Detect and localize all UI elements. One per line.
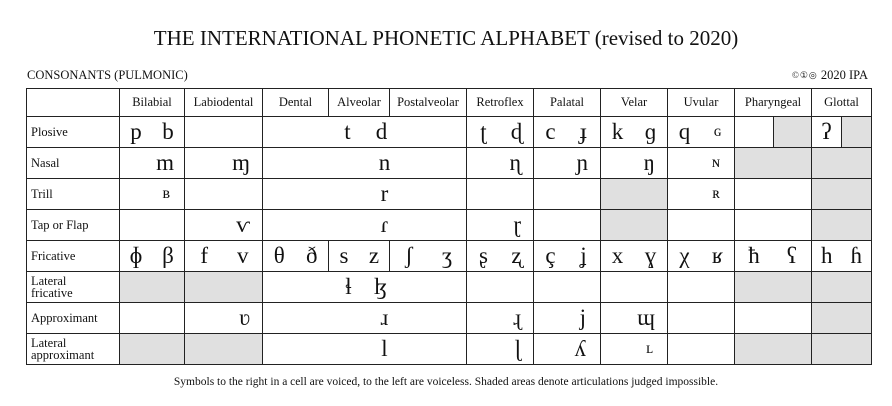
row-approximant bbox=[27, 303, 872, 334]
cell-latapprox-coronal bbox=[263, 334, 467, 365]
symbol: ʋ bbox=[239, 305, 250, 330]
cell-trill-retroflex bbox=[467, 179, 534, 210]
col-palatal: Palatal bbox=[534, 89, 601, 117]
row-label-trill: Trill bbox=[27, 179, 120, 210]
cell-approx-bilabial bbox=[120, 303, 185, 334]
cell-latfric-bilabial bbox=[120, 272, 185, 303]
cell-nasal-palatal bbox=[534, 148, 601, 179]
cell-plosive-uvular bbox=[668, 117, 735, 148]
symbol: ʃ bbox=[405, 243, 413, 268]
row-label-line: Lateral bbox=[31, 274, 67, 288]
symbol: χ bbox=[679, 243, 690, 268]
copyright-text: 2020 IPA bbox=[820, 68, 868, 82]
symbol: ɰ bbox=[637, 305, 655, 330]
symbol: t bbox=[344, 119, 351, 144]
row-fricative bbox=[27, 241, 872, 272]
symbol: d bbox=[375, 119, 388, 144]
row-lateral-approximant bbox=[27, 334, 872, 365]
section-label: CONSONANTS (PULMONIC) bbox=[27, 68, 188, 82]
symbol: ʔ bbox=[821, 119, 832, 144]
symbol: ɲ bbox=[576, 150, 588, 175]
cell-trill-labiodental bbox=[185, 179, 263, 210]
cell-approx-glottal bbox=[812, 303, 872, 334]
cell-approx-coronal bbox=[263, 303, 467, 334]
symbol: ⱱ bbox=[236, 212, 250, 237]
symbol: ʙ bbox=[162, 185, 170, 202]
symbol: ɻ bbox=[513, 305, 521, 330]
symbol: l bbox=[381, 336, 388, 361]
col-velar: Velar bbox=[601, 89, 668, 117]
symbol: ɭ bbox=[514, 336, 521, 361]
cell-latfric-glottal bbox=[812, 272, 872, 303]
symbol: x bbox=[611, 243, 624, 268]
col-alveolar: Alveolar bbox=[329, 89, 390, 117]
cell-approx-labiodental bbox=[185, 303, 263, 334]
cell-fricative-velar bbox=[601, 241, 668, 272]
symbol: v bbox=[237, 243, 249, 268]
cell-fricative-pharyngeal bbox=[735, 241, 812, 272]
cell-trill-velar bbox=[601, 179, 668, 210]
cell-trill-pharyngeal bbox=[735, 179, 812, 210]
symbol: z bbox=[368, 243, 380, 268]
symbol: β bbox=[162, 243, 174, 268]
cell-latfric-palatal bbox=[534, 272, 601, 303]
symbol: m bbox=[156, 150, 174, 175]
symbol: f bbox=[200, 243, 209, 268]
symbol: θ bbox=[273, 243, 285, 268]
cell-trill-glottal bbox=[812, 179, 872, 210]
col-glottal: Glottal bbox=[812, 89, 872, 117]
col-pharyngeal: Pharyngeal bbox=[735, 89, 812, 117]
row-lateral-fricative bbox=[27, 272, 872, 303]
symbol: ɾ bbox=[380, 212, 389, 237]
cell-plosive-velar bbox=[601, 117, 668, 148]
row-label-tap: Tap or Flap bbox=[27, 210, 120, 241]
cell-trill-bilabial bbox=[120, 179, 185, 210]
cell-fricative-dental bbox=[263, 241, 329, 272]
col-uvular: Uvular bbox=[668, 89, 735, 117]
cell-latapprox-glottal bbox=[812, 334, 872, 365]
cell-nasal-coronal bbox=[263, 148, 467, 179]
row-label-lateral-fricative bbox=[27, 272, 120, 303]
cell-nasal-glottal bbox=[812, 148, 872, 179]
symbol: n bbox=[378, 150, 391, 175]
row-label-nasal: Nasal bbox=[27, 148, 120, 179]
symbol: ʝ bbox=[580, 243, 587, 268]
cell-tap-coronal bbox=[263, 210, 467, 241]
cell-latfric-labiodental bbox=[185, 272, 263, 303]
symbol: r bbox=[380, 181, 389, 206]
col-labiodental: Labiodental bbox=[185, 89, 263, 117]
cell-trill-coronal bbox=[263, 179, 467, 210]
cell-latfric-velar bbox=[601, 272, 668, 303]
row-nasal bbox=[27, 148, 872, 179]
chart-title: THE INTERNATIONAL PHONETIC ALPHABET (revised to 2020) bbox=[153, 26, 739, 50]
cell-nasal-velar bbox=[601, 148, 668, 179]
cell-approx-palatal bbox=[534, 303, 601, 334]
col-retroflex: Retroflex bbox=[467, 89, 534, 117]
symbol: ŋ bbox=[643, 150, 655, 175]
symbol: k bbox=[611, 119, 624, 144]
cell-fricative-bilabial bbox=[120, 241, 185, 272]
symbol: ɽ bbox=[513, 212, 521, 237]
symbol: ɹ bbox=[380, 305, 389, 330]
cell-approx-velar bbox=[601, 303, 668, 334]
cell-latfric-coronal bbox=[263, 272, 467, 303]
cell-approx-pharyngeal bbox=[735, 303, 812, 334]
row-label-line: Lateral bbox=[31, 336, 67, 350]
symbol: ɱ bbox=[232, 150, 250, 175]
row-label-plosive: Plosive bbox=[27, 117, 120, 148]
symbol: ɸ bbox=[129, 243, 143, 268]
symbol: ɦ bbox=[850, 243, 862, 268]
cell-fricative-uvular bbox=[668, 241, 735, 272]
cell-plosive-retroflex bbox=[467, 117, 534, 148]
col-dental: Dental bbox=[263, 89, 329, 117]
symbol: p bbox=[130, 119, 142, 144]
cell-tap-glottal bbox=[812, 210, 872, 241]
cell-latapprox-velar bbox=[601, 334, 668, 365]
cell-tap-pharyngeal bbox=[735, 210, 812, 241]
row-tap bbox=[27, 210, 872, 241]
symbol: ʈ bbox=[480, 119, 487, 144]
symbol: ɟ bbox=[579, 119, 588, 144]
cell-latapprox-labiodental bbox=[185, 334, 263, 365]
cell-plosive-dental-alveolar-postalveolar bbox=[263, 117, 467, 148]
symbol: ʎ bbox=[574, 336, 586, 361]
cell-fricative-glottal bbox=[812, 241, 872, 272]
symbol: ɴ bbox=[712, 154, 720, 171]
cell-trill-uvular bbox=[668, 179, 735, 210]
cell-fricative-labiodental bbox=[185, 241, 263, 272]
cell-tap-bilabial bbox=[120, 210, 185, 241]
row-trill bbox=[27, 179, 872, 210]
symbol: j bbox=[579, 305, 586, 330]
cell-fricative-palatal bbox=[534, 241, 601, 272]
symbol: ɬ bbox=[345, 274, 352, 299]
cell-tap-labiodental bbox=[185, 210, 263, 241]
header-corner bbox=[27, 89, 120, 117]
symbol: ʁ bbox=[711, 243, 724, 268]
creative-commons-icon: ©①◎ bbox=[791, 70, 818, 80]
cell-plosive-palatal bbox=[534, 117, 601, 148]
cell-latfric-retroflex bbox=[467, 272, 534, 303]
cell-tap-retroflex bbox=[467, 210, 534, 241]
symbol: ç bbox=[545, 243, 556, 268]
cell-trill-palatal bbox=[534, 179, 601, 210]
cell-approx-retroflex bbox=[467, 303, 534, 334]
col-postalveolar: Postalveolar bbox=[390, 89, 467, 117]
symbol: ʕ bbox=[786, 243, 798, 268]
symbol: ɢ bbox=[713, 123, 722, 140]
cell-plosive-pharyngeal bbox=[735, 117, 812, 148]
cell-nasal-retroflex bbox=[467, 148, 534, 179]
cell-tap-uvular bbox=[668, 210, 735, 241]
row-label-lateral-approximant bbox=[27, 334, 120, 365]
cell-latapprox-palatal bbox=[534, 334, 601, 365]
cell-latapprox-pharyngeal bbox=[735, 334, 812, 365]
symbol: ɡ bbox=[644, 119, 657, 144]
row-label-fricative: Fricative bbox=[27, 241, 120, 272]
symbol: ħ bbox=[748, 243, 760, 268]
footnote: Symbols to the right in a cell are voiced, to the left are voiceless. Shaded areas denote articulations judged impossible. bbox=[173, 376, 719, 388]
symbol: ð bbox=[306, 243, 318, 268]
cell-latapprox-bilabial bbox=[120, 334, 185, 365]
row-plosive bbox=[27, 117, 872, 148]
cell-fricative-postalveolar bbox=[390, 241, 467, 272]
cell-nasal-uvular bbox=[668, 148, 735, 179]
cell-tap-palatal bbox=[534, 210, 601, 241]
consonant-table bbox=[26, 88, 872, 365]
cell-nasal-pharyngeal bbox=[735, 148, 812, 179]
cell-latfric-uvular bbox=[668, 272, 735, 303]
symbol: s bbox=[339, 243, 349, 268]
header-row bbox=[27, 89, 872, 117]
row-label-approximant: Approximant bbox=[27, 303, 120, 334]
symbol: c bbox=[545, 119, 556, 144]
cell-nasal-labiodental bbox=[185, 148, 263, 179]
row-label-line: approximant bbox=[31, 348, 95, 362]
symbol: ɮ bbox=[373, 274, 388, 299]
symbol: ɖ bbox=[510, 119, 523, 144]
col-bilabial: Bilabial bbox=[120, 89, 185, 117]
symbol: ɳ bbox=[509, 150, 521, 175]
copyright-notice bbox=[792, 68, 868, 83]
symbol: ʂ bbox=[479, 243, 488, 268]
cell-fricative-alveolar bbox=[329, 241, 390, 272]
cell-tap-velar bbox=[601, 210, 668, 241]
cell-plosive-bilabial bbox=[120, 117, 185, 148]
cell-plosive-glottal bbox=[812, 117, 872, 148]
cell-approx-uvular bbox=[668, 303, 735, 334]
symbol: q bbox=[678, 119, 691, 144]
symbol: ɣ bbox=[644, 243, 657, 268]
cell-plosive-labiodental bbox=[185, 117, 263, 148]
symbol: ʒ bbox=[441, 243, 453, 268]
cell-nasal-bilabial bbox=[120, 148, 185, 179]
symbol: h bbox=[821, 243, 833, 268]
symbol: ʟ bbox=[646, 340, 653, 357]
symbol: ʐ bbox=[511, 243, 522, 268]
symbol: ʀ bbox=[712, 185, 720, 202]
row-label-line: fricative bbox=[31, 286, 73, 300]
cell-latapprox-uvular bbox=[668, 334, 735, 365]
cell-latfric-pharyngeal bbox=[735, 272, 812, 303]
cell-fricative-retroflex bbox=[467, 241, 534, 272]
symbol: b bbox=[162, 119, 174, 144]
cell-latapprox-retroflex bbox=[467, 334, 534, 365]
